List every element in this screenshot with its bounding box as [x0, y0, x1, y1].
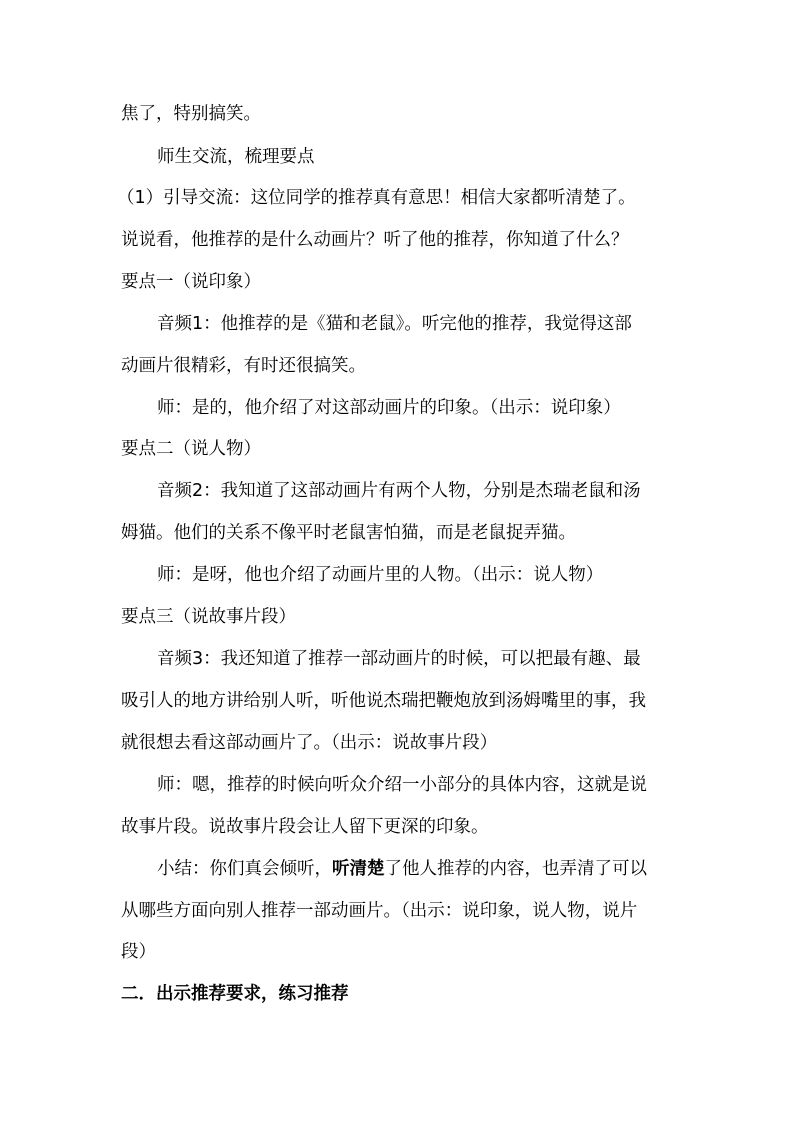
text-line: 音频3：我还知道了推荐一部动画片的时候，可以把最有趣、最	[157, 649, 641, 669]
text-line: 段）	[121, 942, 156, 962]
text-line: 动画片很精彩，有时还很搞笑。	[121, 356, 366, 376]
text-line: 就很想去看这部动画片了。（出示：说故事片段）	[121, 733, 498, 753]
text-line: 音频1：他推荐的是《猫和老鼠》。听完他的推荐，我觉得这部	[157, 314, 632, 334]
emphasis-text: 听清楚	[332, 859, 385, 879]
text-line: 从哪些方面向别人推荐一部动画片。（出示：说印象，说人物，说片	[121, 901, 638, 921]
section-heading: 要点一（说印象）	[121, 272, 261, 292]
text-line: 说说看，他推荐的是什么动画片？听了他的推荐，你知道了什么？	[121, 230, 629, 250]
text-line: （1）引导交流：这位同学的推荐真有意思！相信大家都听清楚了。	[117, 188, 636, 208]
text-line: 师生交流，梳理要点	[157, 147, 315, 167]
text-line: 吸引人的地方讲给别人听，听他说杰瑞把鞭炮放到汤姆嘴里的事，我	[121, 691, 646, 711]
text-line: 师：是的，他介绍了对这部动画片的印象。（出示：说印象）	[157, 398, 621, 418]
text-line: 师：是呀，他也介绍了动画片里的人物。（出示：说人物）	[157, 565, 604, 585]
summary-suffix: 了他人推荐的内容，也弄清了可以	[384, 859, 647, 879]
text-line: 音频2：我知道了这部动画片有两个人物，分别是杰瑞老鼠和汤	[157, 481, 641, 501]
section-heading: 要点二（说人物）	[121, 439, 261, 459]
section-title: 二．出示推荐要求，练习推荐	[121, 984, 349, 1004]
text-line: 故事片段。说故事片段会让人留下更深的印象。	[121, 817, 489, 837]
text-line: 焦了，特别搞笑。	[121, 104, 261, 124]
section-heading: 要点三（说故事片段）	[121, 607, 296, 627]
summary-line	[157, 857, 647, 881]
summary-prefix: 小结：你们真会倾听，	[157, 859, 332, 879]
text-line: 师：嗯，推荐的时候向听众介绍一小部分的具体内容，这就是说	[157, 775, 647, 795]
text-line: 姆猫。他们的关系不像平时老鼠害怕猫，而是老鼠捉弄猫。	[121, 523, 576, 543]
